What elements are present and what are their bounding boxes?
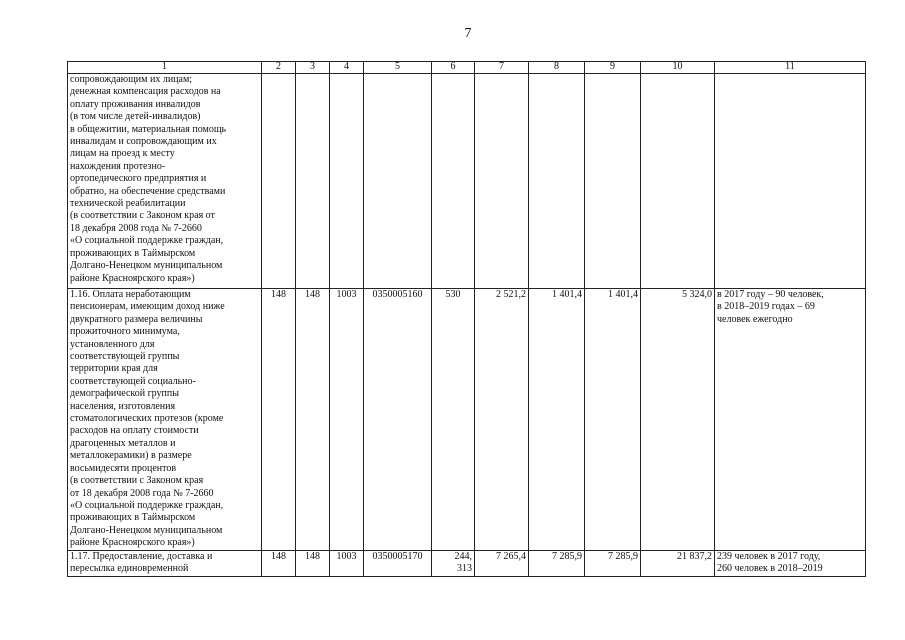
cell-col10: 21 837,2 bbox=[641, 551, 715, 577]
row-description: 1.16. Оплата неработающим пенсионерам, имеющим доход ниже двукратного размера величины прожиточного минимума, установленного для соответствующей группы территории края для соответствующей социально- демографической группы населения, изготовления стоматологических протезов (кроме расходов на оплату стоимости драгоценных металлов и металлокерамики) в размере восьмидесяти процентов (в соответствии с Законом края от 18 декабря 2008 года № 7-2660 «О социальной поддержке граждан, проживающих в Таймырском Долгано-Ненецком муниципальном районе Красноярского края») bbox=[68, 289, 262, 551]
table-row bbox=[68, 551, 866, 577]
column-header: 2 bbox=[262, 62, 296, 74]
column-header: 10 bbox=[641, 62, 715, 74]
cell-col7: 7 265,4 bbox=[475, 551, 529, 577]
column-header: 11 bbox=[715, 62, 866, 74]
column-header: 6 bbox=[432, 62, 475, 74]
row-description: 1.17. Предоставление, доставка и пересылка единовременной bbox=[68, 551, 262, 577]
column-header: 7 bbox=[475, 62, 529, 74]
cell-col5 bbox=[364, 74, 432, 289]
column-header: 9 bbox=[585, 62, 641, 74]
cell-col2: 148 bbox=[262, 551, 296, 577]
cell-col2: 148 bbox=[262, 289, 296, 551]
cell-col8 bbox=[529, 74, 585, 289]
table-row bbox=[68, 74, 866, 289]
cell-col11 bbox=[715, 74, 866, 289]
cell-col6: 244, 313 bbox=[432, 551, 475, 577]
cell-col6 bbox=[432, 74, 475, 289]
cell-col5: 0350005160 bbox=[364, 289, 432, 551]
cell-col2 bbox=[262, 74, 296, 289]
cell-col5: 0350005170 bbox=[364, 551, 432, 577]
cell-col7: 2 521,2 bbox=[475, 289, 529, 551]
column-header: 1 bbox=[68, 62, 262, 74]
cell-col10 bbox=[641, 74, 715, 289]
page-number: 7 bbox=[464, 26, 472, 41]
column-header: 4 bbox=[330, 62, 364, 74]
cell-col6: 530 bbox=[432, 289, 475, 551]
column-header: 8 bbox=[529, 62, 585, 74]
cell-col3: 148 bbox=[296, 289, 330, 551]
budget-table bbox=[67, 61, 866, 577]
cell-col9: 1 401,4 bbox=[585, 289, 641, 551]
cell-col4: 1003 bbox=[330, 551, 364, 577]
cell-col8: 1 401,4 bbox=[529, 289, 585, 551]
cell-col11: 239 человек в 2017 году, 260 человек в 2018–2019 bbox=[715, 551, 866, 577]
table-row bbox=[68, 289, 866, 551]
cell-col7 bbox=[475, 74, 529, 289]
cell-col3: 148 bbox=[296, 551, 330, 577]
column-header: 5 bbox=[364, 62, 432, 74]
cell-col9: 7 285,9 bbox=[585, 551, 641, 577]
cell-col10: 5 324,0 bbox=[641, 289, 715, 551]
cell-col4: 1003 bbox=[330, 289, 364, 551]
header-row bbox=[68, 62, 866, 74]
cell-col9 bbox=[585, 74, 641, 289]
cell-col11: в 2017 году – 90 человек, в 2018–2019 годах – 69 человек ежегодно bbox=[715, 289, 866, 551]
row-description: сопровождающим их лицам; денежная компенсация расходов на оплату проживания инвалидов (в том числе детей-инвалидов) в общежитии, материальная помощь инвалидам и сопровождающим их лицам на проезд к месту нахождения протезно- ортопедического предприятия и обратно, на обеспечение средствами технической реабилитации (в соответствии с Законом края от 18 декабря 2008 года № 7-2660 «О социальной поддержке граждан, проживающих в Таймырском Долгано-Ненецком муниципальном районе Красноярского края») bbox=[68, 74, 262, 289]
column-header: 3 bbox=[296, 62, 330, 74]
cell-col8: 7 285,9 bbox=[529, 551, 585, 577]
cell-col4 bbox=[330, 74, 364, 289]
cell-col3 bbox=[296, 74, 330, 289]
